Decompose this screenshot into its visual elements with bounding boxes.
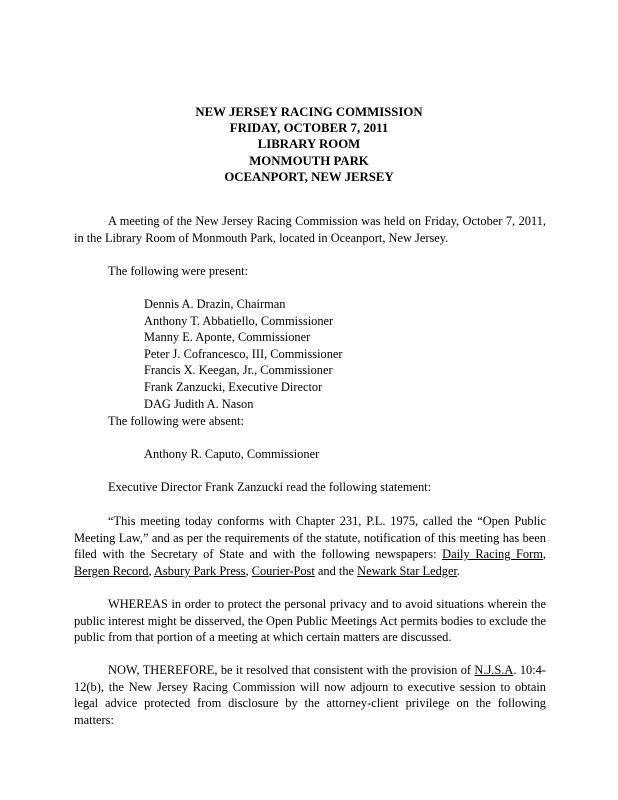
newspaper-bergen-record: Bergen Record xyxy=(74,563,149,578)
present-heading: The following were present: xyxy=(108,264,249,278)
separator: , xyxy=(148,563,154,578)
header-room: LIBRARY ROOM xyxy=(257,137,361,152)
newspaper-daily-racing-form: Daily Racing Form xyxy=(442,547,543,562)
present-member: Manny E. Aponte, Commissioner xyxy=(144,330,311,345)
intro-paragraph: A meeting of the New Jersey Racing Commission was held on Friday, October 7, 2011, in the Library Room of Monmouth Park, located in Oceanport, New Jersey. xyxy=(74,214,546,245)
absent-heading: The following were absent: xyxy=(108,414,244,428)
statement-intro: Executive Director Frank Zanzucki read the following statement: xyxy=(108,480,432,494)
separator: and the xyxy=(314,563,358,578)
present-member: Anthony T. Abbatiello, Commissioner xyxy=(144,313,334,328)
present-member: Dennis A. Drazin, Chairman xyxy=(144,297,286,311)
statute-citation: N.J.S.A xyxy=(474,663,514,677)
newspaper-asbury-park-press: Asbury Park Press xyxy=(153,563,246,578)
newspaper-newark-star-ledger: Newark Star Ledger xyxy=(357,563,457,578)
header-location: OCEANPORT, NEW JERSEY xyxy=(224,169,394,184)
present-member: Peter J. Cofrancesco, III, Commissioner xyxy=(144,346,343,361)
present-list xyxy=(144,296,544,412)
newspaper-courier-post: Courier-Post xyxy=(251,563,315,578)
present-member: Frank Zanzucki, Executive Director xyxy=(144,379,323,394)
statement-paragraph xyxy=(74,513,546,579)
statement-text: “This meeting today conforms with Chapter 231, P.L. 1975, called the “Open Public Meeting Law,” and as per the requirements of the statute, notification of this meeting has been filed with the Secretary of State and with the following newspapers: xyxy=(74,514,546,562)
header-date: FRIDAY, OCTOBER 7, 2011 xyxy=(229,121,389,136)
resolution-text-continued: . 10:4-12(b), the New Jersey Racing Commission will now adjourn to executive session to obtain legal advice protected from disclosure by the attorney-client privilege on the following matters: xyxy=(74,663,546,727)
header-venue: MONMOUTH PARK xyxy=(249,153,369,168)
absent-member: Anthony R. Caputo, Commissioner xyxy=(144,447,320,461)
whereas-paragraph: WHEREAS in order to protect the personal privacy and to avoid situations wherein the public interest might be disserved, the Open Public Meetings Act permits bodies to exclude the public from that portion of a meeting at which certain matters are discussed. xyxy=(74,597,546,645)
statement-end: . xyxy=(456,563,461,578)
present-member: Francis X. Keegan, Jr., Commissioner xyxy=(144,363,333,378)
resolution-paragraph xyxy=(74,662,546,728)
separator: , xyxy=(542,547,546,562)
present-member: DAG Judith A. Nason xyxy=(144,396,254,411)
header-commission: NEW JERSEY RACING COMMISSION xyxy=(195,105,423,119)
separator: , xyxy=(245,563,252,578)
document-header xyxy=(0,104,618,185)
resolution-text: NOW, THEREFORE, be it resolved that consistent with the provision of xyxy=(108,663,475,677)
